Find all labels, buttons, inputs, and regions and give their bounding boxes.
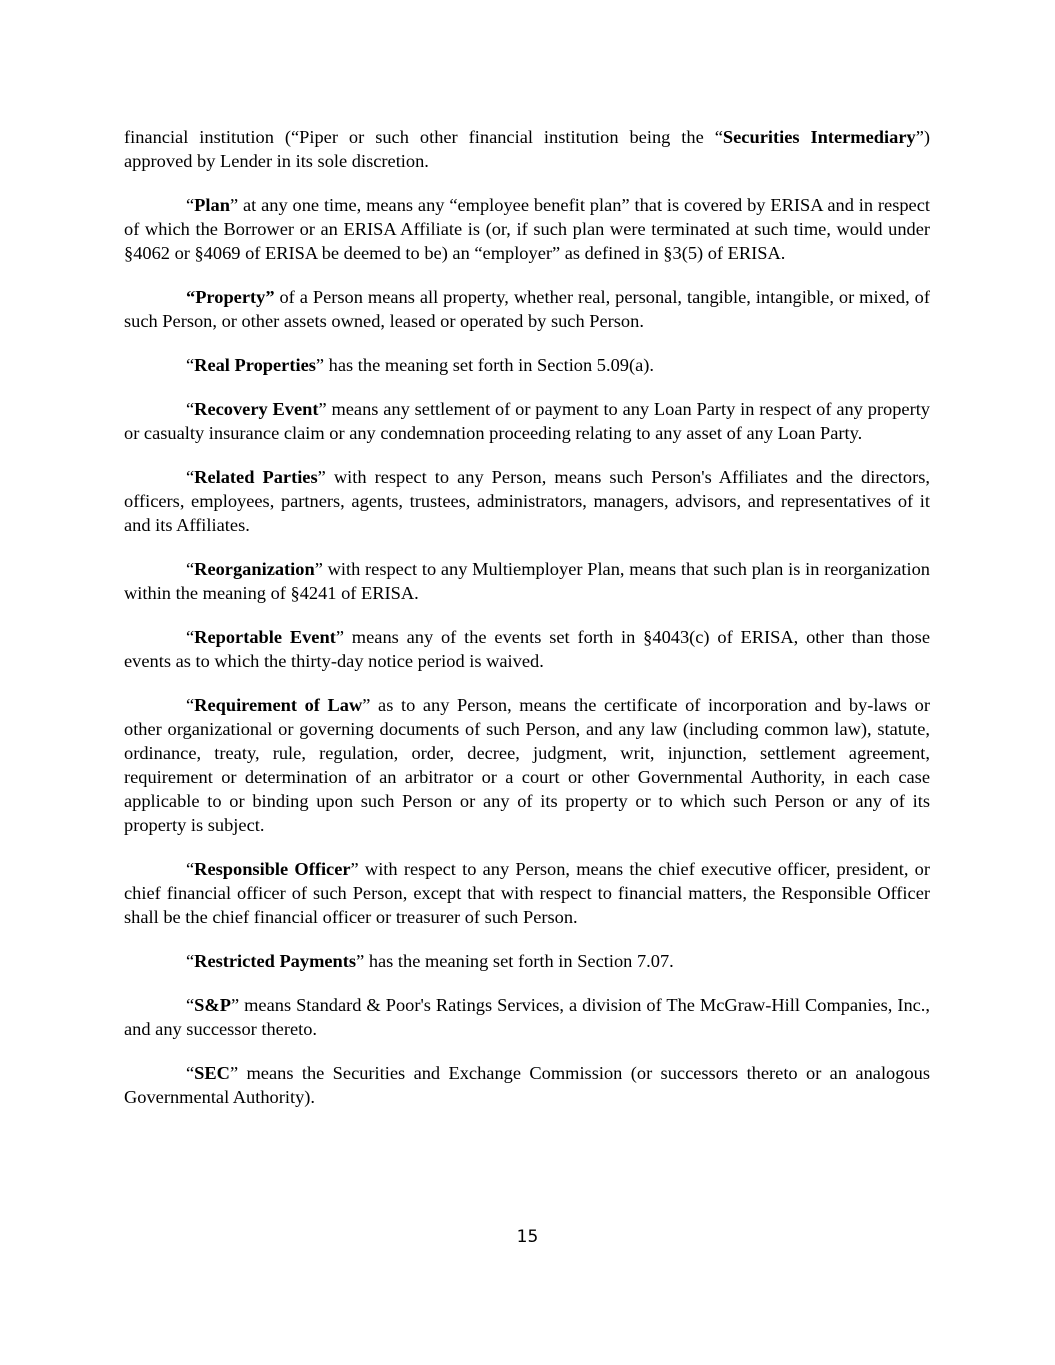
defined-term: Restricted Payments xyxy=(194,951,357,971)
paragraph-text: ” as to any Person, means the certificate of incorporation and by-laws or other organizational or governing documents of such Person, and any law (including common law), statute, ordinance, treaty, rule, regulation, order, decree, judgment, writ, injunction, settlement agreement, requirement or determination of an arbitrator or a court or other Governmental Authority, in each case applicable to or binding upon such Person or any of its property or to which such Person or any of its property is subject. xyxy=(124,695,930,835)
paragraph-text: ” means any settlement of or payment to any Loan Party in respect of any property or casualty insurance claim or any condemnation proceeding relating to any asset of any Loan Party. xyxy=(124,399,930,443)
paragraph-text: “ xyxy=(186,559,195,579)
definition-restricted-payments xyxy=(124,949,930,973)
defined-term: Related Parties xyxy=(194,467,318,487)
paragraph-text: ” with respect to any Person, means the chief executive officer, president, or chief financial officer of such Person, except that with respect to financial matters, the Responsible Officer shall be the chief financial officer or treasurer of such Person. xyxy=(124,859,930,927)
paragraph-text: “ xyxy=(186,355,195,375)
defined-term: Recovery Event xyxy=(194,399,319,419)
defined-term: SEC xyxy=(194,1063,230,1083)
paragraph-text: ” means any of the events set forth in §4043(c) of ERISA, other than those events as to which the thirty-day notice period is waived. xyxy=(124,627,930,671)
defined-term: Securities Intermediary xyxy=(722,127,916,147)
definition-plan xyxy=(124,193,930,265)
defined-term: “Property” xyxy=(186,287,275,307)
defined-term: Responsible Officer xyxy=(194,859,351,879)
defined-term: Reorganization xyxy=(194,559,315,579)
paragraph-text: ” with respect to any Person, means such Person's Affiliates and the directors, officers, employees, partners, agents, trustees, administrators, managers, advisors, and representatives of it and its Affiliates. xyxy=(124,467,930,535)
page-number: 15 xyxy=(516,1227,539,1247)
paragraph-text: of a Person means all property, whether real, personal, tangible, intangible, or mixed, of such Person, or other assets owned, leased or operated by such Person. xyxy=(124,287,930,331)
definition-related-parties xyxy=(124,465,930,537)
definition-responsible-officer xyxy=(124,857,930,929)
paragraph-text: “ xyxy=(186,951,195,971)
paragraph-text: “ xyxy=(186,399,195,419)
definition-reorganization xyxy=(124,557,930,605)
paragraph-text: financial institution (“Piper or such other financial institution being the “ xyxy=(124,127,723,147)
paragraph-securities-intermediary-continued xyxy=(124,125,930,173)
definition-property xyxy=(124,285,930,333)
paragraph-text: “ xyxy=(186,195,195,215)
definition-recovery-event xyxy=(124,397,930,445)
document-body xyxy=(124,125,930,1129)
definition-real-properties xyxy=(124,353,930,377)
defined-term: S&P xyxy=(194,995,231,1015)
definition-requirement-of-law xyxy=(124,693,930,837)
defined-term: Real Properties xyxy=(194,355,316,375)
paragraph-text: “ xyxy=(186,467,195,487)
paragraph-text: “ xyxy=(186,1063,195,1083)
paragraph-text: “ xyxy=(186,695,195,715)
paragraph-text: ” at any one time, means any “employee benefit plan” that is covered by ERISA and in respect of which the Borrower or an ERISA Affiliate is (or, if such plan were terminated at such time, would under §4062 or §4069 of ERISA be deemed to be) an “employer” as defined in §3(5) of ERISA. xyxy=(124,195,930,263)
definition-sec xyxy=(124,1061,930,1109)
paragraph-text: ” has the meaning set forth in Section 5.09(a). xyxy=(315,355,654,375)
paragraph-text: ” with respect to any Multiemployer Plan, means that such plan is in reorganization within the meaning of §4241 of ERISA. xyxy=(124,559,930,603)
paragraph-text: ”) approved by Lender in its sole discretion. xyxy=(124,127,930,171)
paragraph-text: ” means Standard & Poor's Ratings Services, a division of The McGraw-Hill Companies, Inc., and any successor thereto. xyxy=(124,995,930,1039)
paragraph-text: ” has the meaning set forth in Section 7.07. xyxy=(356,951,674,971)
definition-reportable-event xyxy=(124,625,930,673)
paragraph-text: “ xyxy=(186,859,195,879)
paragraph-text: ” means the Securities and Exchange Commission (or successors thereto or an analogous Governmental Authority). xyxy=(124,1063,930,1107)
defined-term: Plan xyxy=(194,195,230,215)
paragraph-text: “ xyxy=(186,995,195,1015)
defined-term: Requirement of Law xyxy=(194,695,363,715)
definition-s-and-p xyxy=(124,993,930,1041)
paragraph-text: “ xyxy=(186,627,195,647)
defined-term: Reportable Event xyxy=(194,627,336,647)
